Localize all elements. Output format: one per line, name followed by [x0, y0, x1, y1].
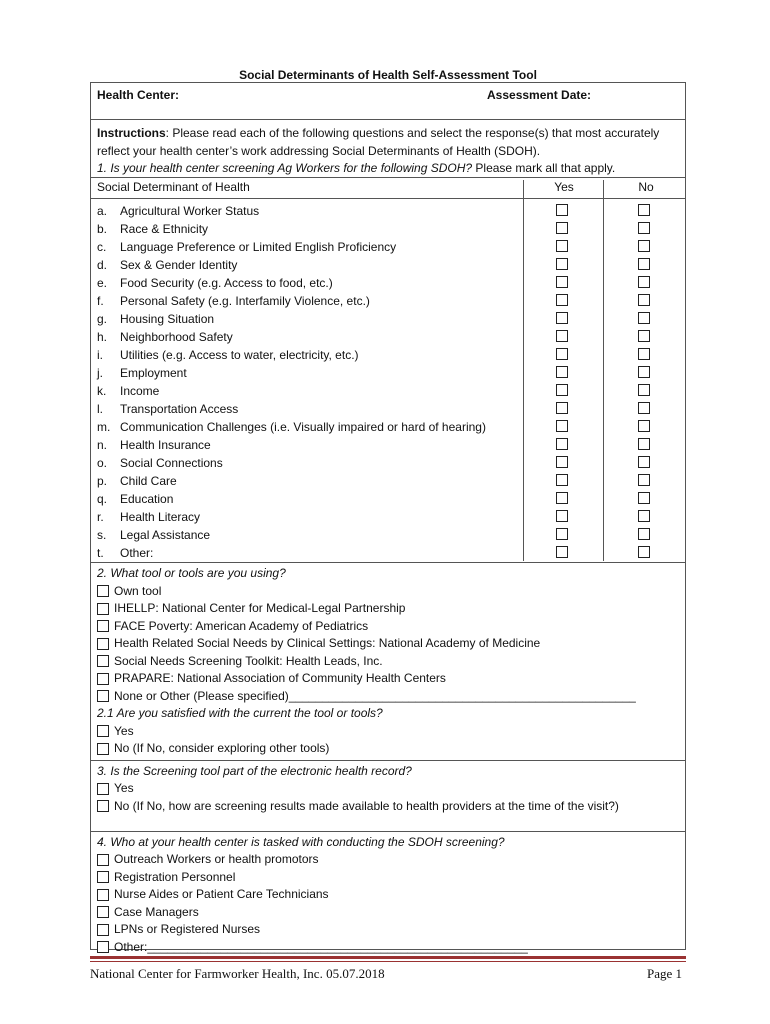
yes-checkbox[interactable] — [556, 510, 568, 522]
option-checkbox[interactable] — [97, 690, 109, 702]
option-checkbox[interactable] — [97, 906, 109, 918]
option-label: Yes — [114, 781, 134, 795]
option-label: Social Needs Screening Toolkit: Health Leads, Inc. — [114, 653, 383, 668]
option-checkbox[interactable] — [97, 871, 109, 883]
footer-org-date: National Center for Farmworker Health, Inc. 05.07.2018 — [90, 966, 385, 981]
option-row — [97, 921, 679, 939]
yes-checkbox[interactable] — [556, 240, 568, 252]
sdoh-row — [91, 454, 685, 472]
option-row — [97, 583, 679, 601]
option-row — [97, 600, 679, 618]
sdoh-row — [91, 508, 685, 526]
option-checkbox[interactable] — [97, 585, 109, 597]
sdoh-row — [91, 292, 685, 310]
option-label: Registration Personnel — [114, 869, 236, 884]
option-checkbox[interactable] — [97, 854, 109, 866]
no-checkbox[interactable] — [638, 276, 650, 288]
sdoh-label: Income — [120, 384, 160, 398]
col-divider-no — [603, 198, 604, 561]
option-row — [97, 904, 679, 922]
no-checkbox[interactable] — [638, 402, 650, 414]
question-1-text: 1. Is your health center screening Ag Workers for the following SDOH? — [97, 161, 473, 175]
sdoh-letter: e. — [97, 276, 108, 290]
option-row — [97, 886, 679, 904]
no-checkbox[interactable] — [638, 492, 650, 504]
sdoh-letter: h. — [97, 330, 108, 344]
question-2-text: 2. What tool or tools are you using? — [97, 566, 286, 580]
option-checkbox[interactable] — [97, 783, 109, 795]
no-checkbox[interactable] — [638, 312, 650, 324]
sdoh-row — [91, 202, 685, 220]
sdoh-label: Agricultural Worker Status — [120, 204, 260, 218]
sdoh-row — [91, 544, 685, 562]
option-checkbox[interactable] — [97, 673, 109, 685]
question-2 — [91, 562, 685, 760]
yes-checkbox[interactable] — [556, 312, 568, 324]
sdoh-label: Education — [120, 492, 174, 506]
option-row — [97, 618, 679, 636]
sdoh-table — [91, 178, 685, 562]
assessment-date-label: Assessment Date: — [487, 88, 592, 102]
option-row — [97, 939, 679, 957]
instructions-text: : Please read each of the following questions and select the response(s) that most accurately reflect your health center’s work addressing Social Determinants of Health (SDOH). — [97, 126, 660, 158]
footer-rule-thick — [90, 956, 686, 959]
sdoh-letter: k. — [97, 384, 107, 398]
option-checkbox[interactable] — [97, 638, 109, 650]
option-label: Other:_________________________________________________________ — [114, 939, 528, 954]
no-checkbox[interactable] — [638, 528, 650, 540]
no-checkbox[interactable] — [638, 474, 650, 486]
option-checkbox[interactable] — [97, 603, 109, 615]
option-label: Yes — [114, 723, 134, 738]
sdoh-label: Housing Situation — [120, 312, 215, 326]
option-checkbox[interactable] — [97, 941, 109, 953]
option-label: No (If No, how are screening results made available to health providers at the time of the visit?) — [114, 798, 619, 813]
sdoh-letter: b. — [97, 222, 108, 236]
option-checkbox[interactable] — [97, 620, 109, 632]
option-checkbox[interactable] — [97, 743, 109, 755]
option-row — [97, 688, 679, 706]
sdoh-letter: a. — [97, 204, 108, 218]
yes-checkbox[interactable] — [556, 384, 568, 396]
sdoh-row — [91, 310, 685, 328]
option-label: Nurse Aides or Patient Care Technicians — [114, 887, 329, 901]
col-no: No — [603, 180, 688, 200]
instructions — [91, 120, 685, 160]
yes-checkbox[interactable] — [556, 474, 568, 486]
question-1-note: Please mark all that apply. — [472, 161, 616, 175]
yes-checkbox[interactable] — [556, 204, 568, 216]
yes-checkbox[interactable] — [556, 528, 568, 540]
yes-checkbox[interactable] — [556, 258, 568, 270]
col-yes: Yes — [523, 180, 604, 200]
sdoh-row — [91, 400, 685, 418]
sdoh-row — [91, 418, 685, 436]
sdoh-letter: s. — [97, 528, 107, 542]
sdoh-label: Food Security (e.g. Access to food, etc.) — [120, 276, 333, 290]
yes-checkbox[interactable] — [556, 420, 568, 432]
sdoh-label: Health Literacy — [120, 510, 201, 524]
option-checkbox[interactable] — [97, 924, 109, 936]
sdoh-letter: q. — [97, 492, 108, 506]
no-checkbox[interactable] — [638, 366, 650, 378]
header-row — [91, 83, 685, 120]
option-row — [97, 780, 679, 798]
question-1 — [91, 160, 685, 178]
sdoh-letter: f. — [97, 294, 104, 308]
sdoh-label: Personal Safety (e.g. Interfamily Violence, etc.) — [120, 294, 370, 308]
question-2-1-text: 2.1 Are you satisfied with the current the tool or tools? — [97, 706, 383, 720]
sdoh-label: Utilities (e.g. Access to water, electricity, etc.) — [120, 348, 359, 362]
sdoh-label: Health Insurance — [120, 438, 211, 452]
option-label: Own tool — [114, 583, 162, 598]
no-checkbox[interactable] — [638, 420, 650, 432]
sdoh-label: Social Connections — [120, 456, 223, 470]
yes-checkbox[interactable] — [556, 366, 568, 378]
no-checkbox[interactable] — [638, 240, 650, 252]
no-checkbox[interactable] — [638, 330, 650, 342]
sdoh-letter: r. — [97, 510, 104, 524]
sdoh-letter: d. — [97, 258, 108, 272]
sdoh-letter: m. — [97, 420, 111, 434]
option-checkbox[interactable] — [97, 800, 109, 812]
sdoh-letter: l. — [97, 402, 103, 416]
sdoh-label: Other: — [120, 546, 154, 560]
option-checkbox[interactable] — [97, 889, 109, 901]
sdoh-row — [91, 256, 685, 274]
sdoh-row — [91, 490, 685, 508]
option-row — [97, 869, 679, 887]
page-number: Page 1 — [646, 966, 682, 981]
sdoh-label: Communication Challenges (i.e. Visually impaired or hard of hearing) — [120, 420, 486, 434]
question-3-text: 3. Is the Screening tool part of the electronic health record? — [97, 763, 412, 778]
option-checkbox[interactable] — [97, 655, 109, 667]
no-checkbox[interactable] — [638, 438, 650, 450]
footer-rule-thin — [90, 961, 686, 962]
sdoh-label: Language Preference or Limited English Proficiency — [120, 240, 397, 254]
question-4-text: 4. Who at your health center is tasked with conducting the SDOH screening? — [97, 834, 505, 849]
col-divider-yes — [523, 198, 524, 561]
yes-checkbox[interactable] — [556, 402, 568, 414]
no-checkbox[interactable] — [638, 222, 650, 234]
question-4 — [91, 831, 685, 959]
sdoh-letter: n. — [97, 438, 108, 452]
no-checkbox[interactable] — [638, 204, 650, 216]
sdoh-row — [91, 346, 685, 364]
yes-checkbox[interactable] — [556, 276, 568, 288]
health-center-label: Health Center: — [97, 88, 180, 102]
sdoh-letter: o. — [97, 456, 108, 470]
option-label: Outreach Workers or health promotors — [114, 852, 319, 866]
option-checkbox[interactable] — [97, 725, 109, 737]
yes-checkbox[interactable] — [556, 330, 568, 342]
no-checkbox[interactable] — [638, 456, 650, 468]
option-row — [97, 635, 679, 653]
option-row — [97, 798, 679, 816]
sdoh-row — [91, 364, 685, 382]
sdoh-row — [91, 472, 685, 490]
sdoh-letter: i. — [97, 348, 103, 362]
yes-checkbox[interactable] — [556, 348, 568, 360]
option-label: PRAPARE: National Association of Community Health Centers — [114, 671, 446, 685]
no-checkbox[interactable] — [638, 348, 650, 360]
option-row — [97, 670, 679, 688]
yes-checkbox[interactable] — [556, 546, 568, 558]
sdoh-row — [91, 436, 685, 454]
yes-checkbox[interactable] — [556, 492, 568, 504]
sdoh-label: Employment — [120, 366, 187, 380]
sdoh-letter: j. — [97, 366, 103, 380]
instructions-label: Instructions — [97, 126, 166, 140]
sdoh-row — [91, 238, 685, 256]
sdoh-rows — [91, 199, 685, 562]
sdoh-row — [91, 328, 685, 346]
sdoh-letter: t. — [97, 546, 104, 560]
sdoh-row — [91, 526, 685, 544]
option-label: Health Related Social Needs by Clinical Settings: National Academy of Medicine — [114, 636, 541, 650]
sdoh-label: Race & Ethnicity — [120, 222, 209, 236]
sdoh-letter: c. — [97, 240, 107, 254]
sdoh-label: Neighborhood Safety — [120, 330, 233, 344]
yes-checkbox[interactable] — [556, 222, 568, 234]
no-checkbox[interactable] — [638, 294, 650, 306]
option-label: None or Other (Please specified)____________________________________________________ — [114, 688, 636, 703]
sdoh-row — [91, 220, 685, 238]
sdoh-label: Transportation Access — [120, 402, 239, 416]
option-label: Case Managers — [114, 904, 199, 919]
no-checkbox[interactable] — [638, 258, 650, 270]
option-row — [97, 740, 679, 758]
option-row — [97, 851, 679, 869]
sdoh-row — [91, 274, 685, 292]
yes-checkbox[interactable] — [556, 438, 568, 450]
document-title: Social Determinants of Health Self-Assessment Tool — [239, 68, 537, 82]
option-label: FACE Poverty: American Academy of Pediatrics — [114, 618, 369, 633]
col-sdoh: Social Determinant of Health — [97, 180, 250, 194]
sdoh-label: Child Care — [120, 474, 177, 488]
question-3 — [91, 760, 685, 831]
sdoh-label: Legal Assistance — [120, 528, 211, 542]
no-checkbox[interactable] — [638, 384, 650, 396]
option-row — [97, 723, 679, 741]
no-checkbox[interactable] — [638, 510, 650, 522]
sdoh-label: Sex & Gender Identity — [120, 258, 238, 272]
sdoh-letter: g. — [97, 312, 108, 326]
sdoh-table-header — [91, 178, 685, 199]
assessment-form — [90, 82, 686, 954]
option-label: IHELLP: National Center for Medical-Legal Partnership — [114, 601, 406, 615]
sdoh-letter: p. — [97, 474, 108, 488]
option-row — [97, 653, 679, 671]
no-checkbox[interactable] — [638, 546, 650, 558]
yes-checkbox[interactable] — [556, 456, 568, 468]
option-label: LPNs or Registered Nurses — [114, 922, 261, 936]
option-label: No (If No, consider exploring other tools) — [114, 741, 330, 755]
yes-checkbox[interactable] — [556, 294, 568, 306]
sdoh-row — [91, 382, 685, 400]
